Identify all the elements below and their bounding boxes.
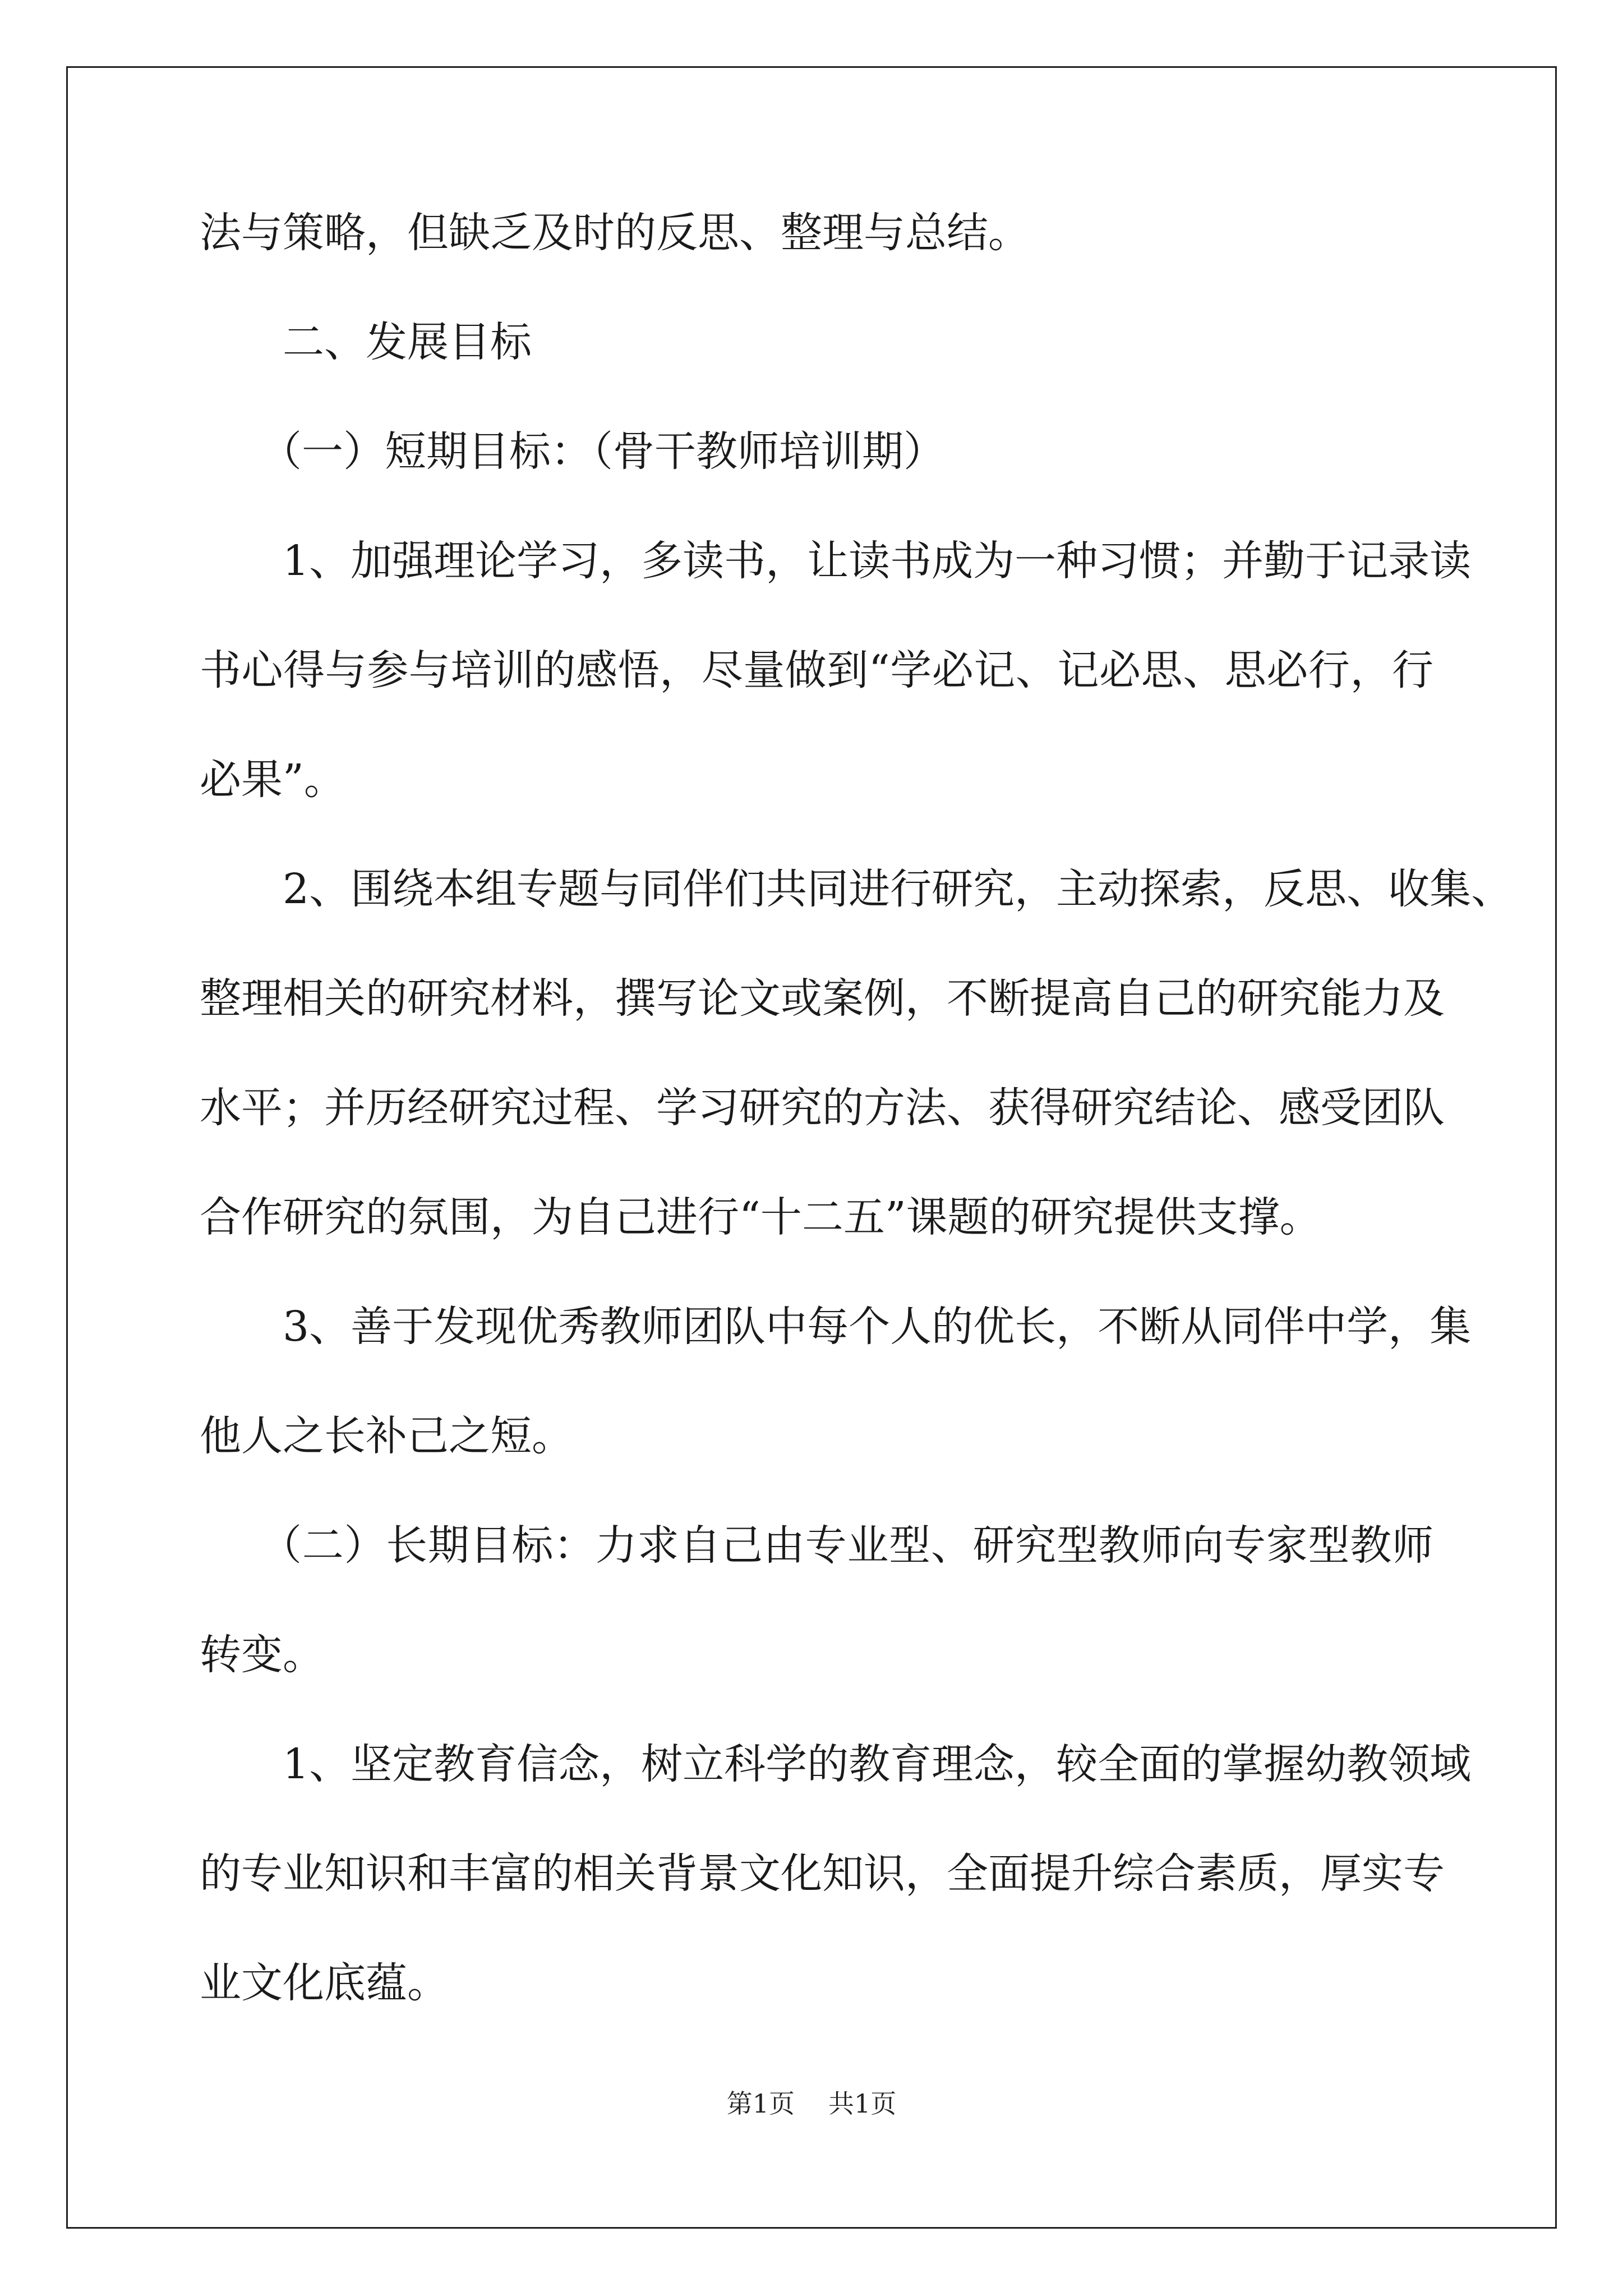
text-line: 3、善于发现优秀教师团队中每个人的优长，不断从同伴中学，集 [283,1303,1472,1351]
text-line: 整理相关的研究材料，撰写论文或案例，不断提高自己的研究能力及 [200,974,1445,1023]
subsection-heading: （一）短期目标：（骨干教师培训期） [260,427,945,476]
text-line: 1、加强理论学习，多读书，让读书成为一种习惯；并勤于记录读 [283,537,1472,585]
text-line: 书心得与参与培训的感悟，尽量做到“学必记、记必思、思必行，行 [200,646,1433,694]
page-footer [0,2087,1623,2120]
text-line: 法与策略，但缺乏及时的反思、整理与总结。 [200,209,1030,257]
text-line: 必果”。 [200,756,345,804]
text-line: 2、围绕本组专题与同伴们共同进行研究，主动探索，反思、收集、 [283,865,1513,913]
text-line: 的专业知识和丰富的相关背景文化知识，全面提升综合素质，厚实专 [200,1849,1445,1898]
text-line: 水平；并历经研究过程、学习研究的方法、获得研究结论、感受团队 [200,1084,1445,1132]
subsection-heading: （二）长期目标：力求自己由专业型、研究型教师向专家型教师 [260,1521,1433,1570]
text-line: 他人之长补己之短。 [200,1412,573,1460]
page-number: 第1页 [726,2088,795,2119]
text-line: 业文化底蕴。 [200,1959,449,2007]
text-line: 合作研究的氛围，为自己进行“十二五”课题的研究提供支撑。 [200,1193,1321,1241]
page-total: 共1页 [828,2088,897,2119]
section-heading: 二、发展目标 [283,318,532,366]
text-line: 1、坚定教育信念，树立科学的教育理念，较全面的掌握幼教领域 [283,1740,1472,1788]
text-line: 转变。 [200,1631,324,1679]
